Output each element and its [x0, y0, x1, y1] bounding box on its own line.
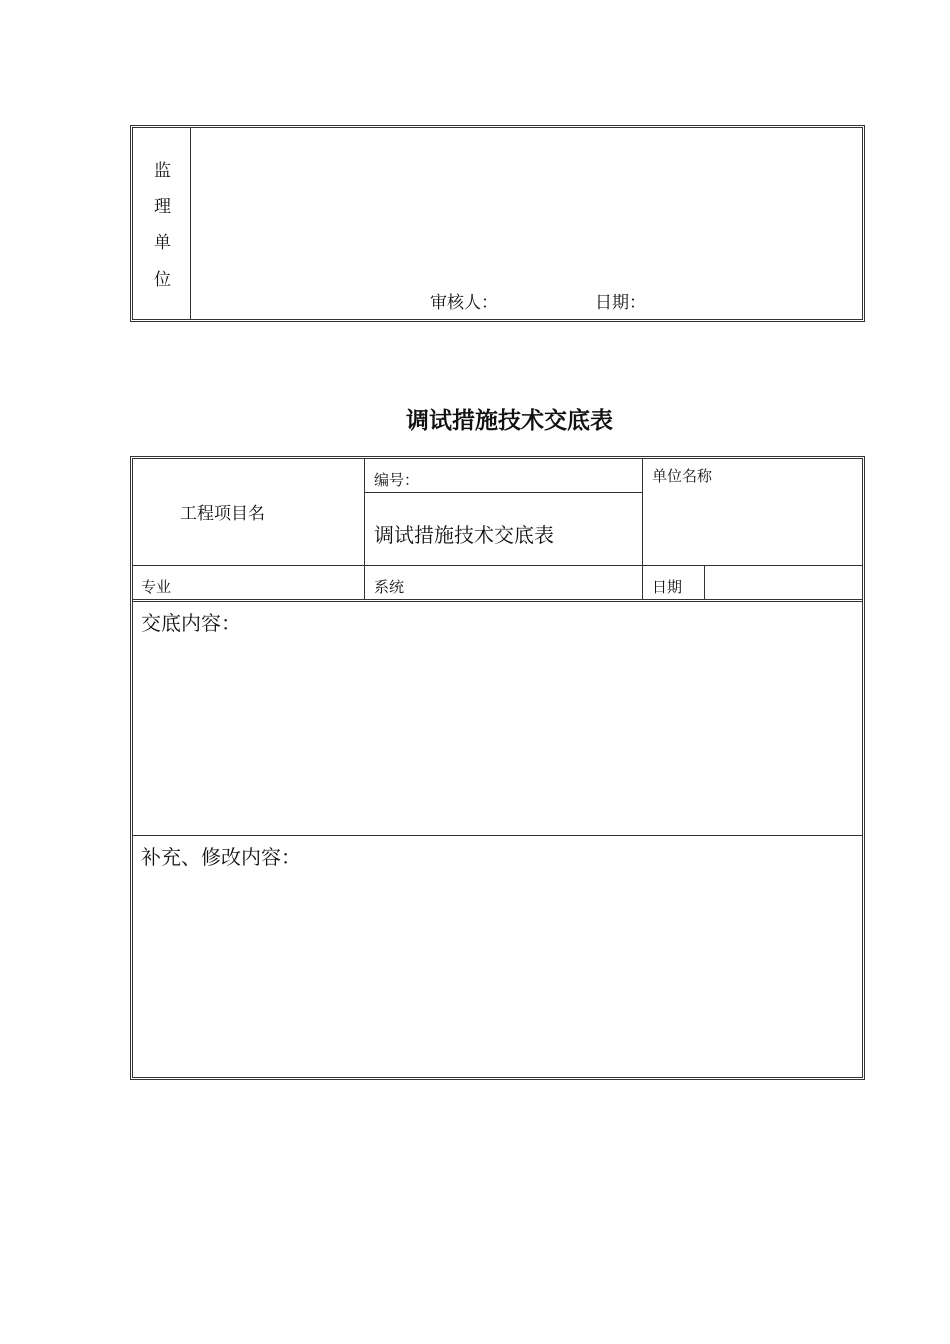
supervision-label-char: 理 — [154, 197, 171, 217]
supervision-label-char: 单 — [154, 233, 171, 253]
col-divider — [704, 565, 705, 599]
disclosure-form-table — [130, 456, 865, 1080]
col-divider — [642, 459, 643, 599]
row-divider — [133, 565, 862, 566]
number-label: 编号： — [374, 471, 420, 489]
row-divider — [133, 835, 862, 836]
form-title: 调试措施技术交底表 — [406, 407, 613, 434]
number-value: 调试措施技术交底表 — [374, 523, 554, 547]
col-divider — [364, 459, 365, 599]
unit-name-label: 单位名称 — [652, 467, 713, 485]
supervision-date-label: 日期： — [595, 293, 646, 313]
specialty-label: 专业 — [141, 578, 172, 596]
supervision-label-char: 位 — [154, 270, 171, 290]
supplement-content-label: 补充、修改内容： — [141, 845, 301, 869]
date-label: 日期 — [652, 578, 683, 596]
supervision-table — [130, 125, 865, 322]
disclosure-content-label: 交底内容： — [141, 611, 241, 635]
row-divider — [133, 599, 862, 602]
row-divider — [364, 492, 642, 493]
project-name-label: 工程项目名 — [180, 504, 265, 524]
reviewer-label: 审核人： — [430, 293, 498, 313]
system-label: 系统 — [374, 578, 405, 596]
supervision-label-char: 监 — [154, 161, 171, 181]
